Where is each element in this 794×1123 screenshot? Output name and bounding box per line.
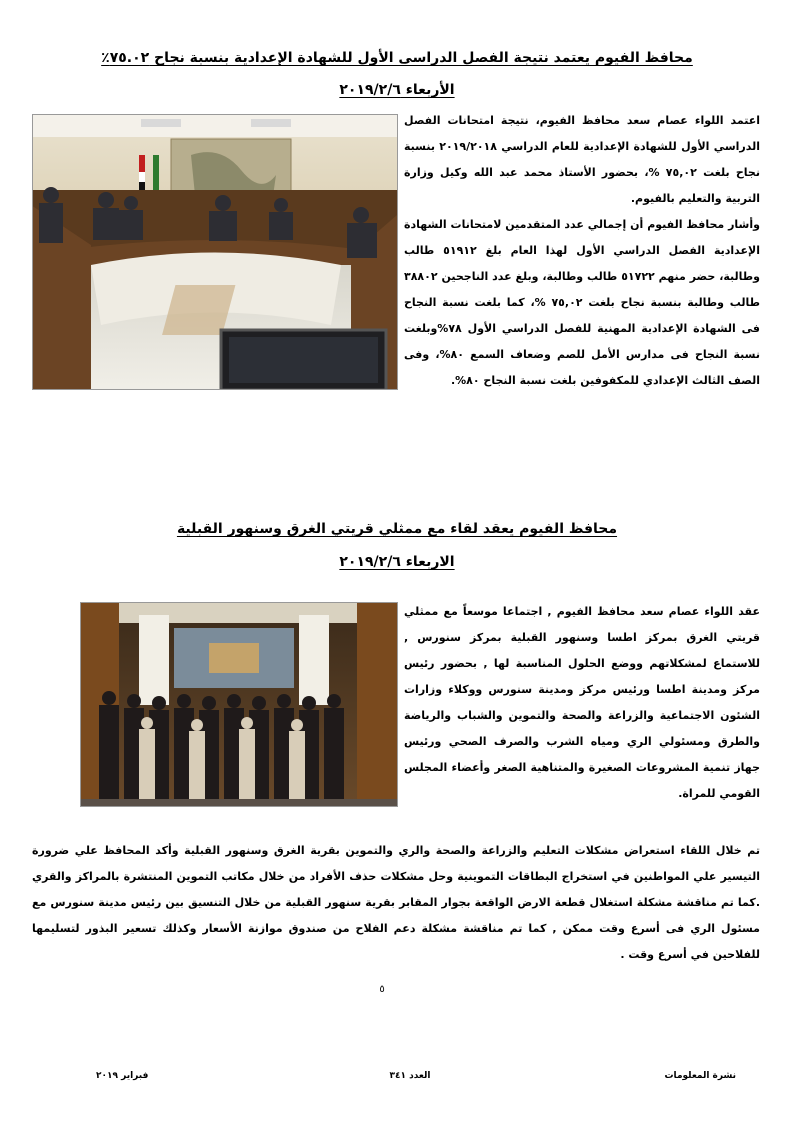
article2-date-text: الاربعاء ٢٠١٩/٢/٦ [339,554,455,570]
article2-full-body [32,838,760,968]
article2-title [0,521,794,537]
article1-date-text: الأربعاء ٢٠١٩/٢/٦ [339,82,455,98]
meeting-room-illustration [32,115,397,390]
page-number: ٥ [379,984,385,995]
article1-date [0,82,794,98]
article1-title [0,50,794,66]
footer-date: فبراير ٢٠١٩ [96,1071,149,1081]
article2-full-paragraph: تم خلال اللقاء استعراض مشكلات التعليم والزراعة والصحة والري والتموين بقرية الغرق وسنهور القبلية وأكد المحافظ علي ضرورة التيسير علي المواطنين في استخراج البطاقات التموينية وحل مشكلات حذف الأفراد من خلال مكاتب التموين المنتشرة بالمراكز والقري .كما تم مناقشة مشكلة استغلال قطعة الارض الواقعة بجوار المقابر بقرية سنهور القبلية من خلال التنسيق بين رئيس مدينة سنورس مع مسئول الري فى أسرع وقت ممكن , كما تم مناقشة مشكلة دعم الفلاح من صندوق موازنة الأسعار وكذلك تسعير البذور لتسليمها للفلاحين في أسرع وقت . [32,844,760,961]
article2-title-text: محافظ الفيوم يعقد لقاء مع ممثلي قريتي الغرق وسنهور القبلية [176,521,618,537]
article1-paragraph-1: اعتمد اللواء عصام سعد محافظ الفيوم، نتيجة امتحانات الفصل الدراسي الأول للشهادة الإعدادية للعام الدراسي ٢٠١٩/٢٠١٨ بنسبة نجاح بلغت ٧٥,٠٢ %، بحضور الأستاذ محمد عبد الله وكيل وزارة التربية والتعليم بالفيوم. [404,114,760,205]
footer-issue: العدد ٣٤١ [389,1071,431,1081]
article2-photo-group [80,602,398,807]
article2-side-body [404,599,760,807]
article2-side-paragraph: عقد اللواء عصام سعد محافظ الفيوم , اجتماعا موسعاً مع ممثلي قريتي الغرق بمركز اطسا وسنهور القبلية بمركز سنورس , للاستماع لمشكلاتهم ووضع الحلول المناسبة لها , بحضور رئيس مركز ومدينة اطسا ورئيس مركز ومدينة سنورس ووكلاء وزارات الشئون الاجتماعية والزراعة والصحة والتموين والشباب والرياضة والطرق ومسئولي الري ومياه الشرب والصرف الصحي ورئيس جهاز تنمية المشروعات الصغيرة والمتناهية الصغر وأعضاء المجلس القومي للمراة. [404,605,760,800]
article1-body [404,108,760,394]
article1-title-text: محافظ الفيوم يعتمد نتيجة الفصل الدراسى الأول للشهادة الإعدادية بنسبة نجاح ٧٥.٠٢٪ [101,50,693,66]
footer-publication: نشرة المعلومات [664,1071,736,1081]
article1-photo-meeting [32,114,398,390]
group-photo-illustration [80,603,397,807]
article2-date [0,554,794,570]
article1-paragraph-2: وأشار محافظ الفيوم أن إجمالي عدد المتقدمين لامتحانات الشهادة الإعدادية الفصل الدراسي الأول لهذا العام بلغ ٥١٩١٢ طالب وطالبة، حضر منهم ٥١٧٢٢ طالب وطالبة، وبلغ عدد الناجحين ٣٨٨٠٢ طالب وطالبة بنسبة نجاح بلغت ٧٥,٠٢ %، كما بلغت نسبة النجاح فى الشهادة الإعدادية المهنية للفصل الدراسي الأول ٧٨%وبلغت نسبة النجاح فى مدارس الأمل للصم وضعاف السمع ٨٠%، وفى الصف الثالث الإعدادي للمكفوفين بلغت نسبة النجاح ٨٠%. [404,218,761,387]
